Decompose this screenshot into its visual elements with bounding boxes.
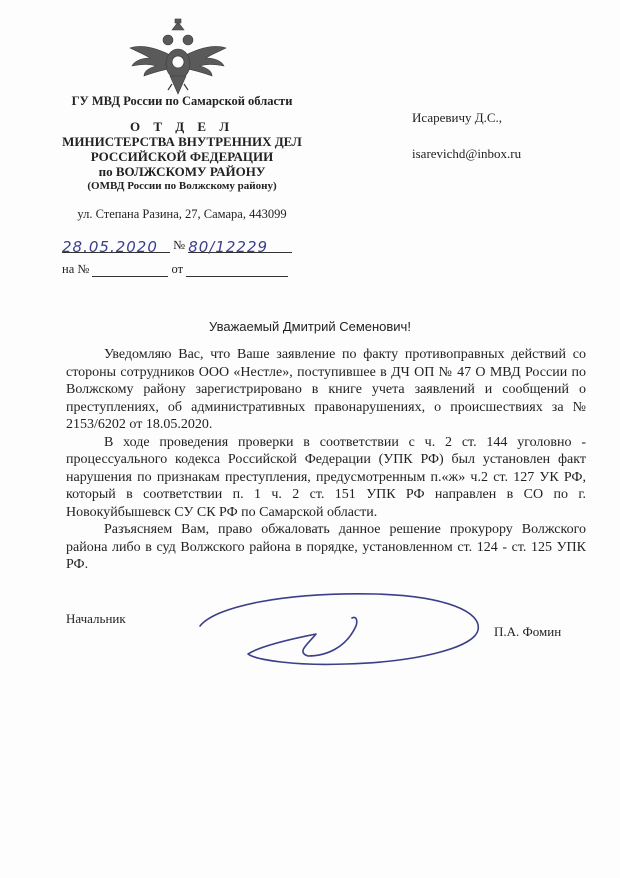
reference-number-label: на № bbox=[62, 262, 90, 276]
department-line: РОССИЙСКОЙ ФЕДЕРАЦИИ bbox=[90, 149, 274, 164]
handwritten-number: 80/12229 bbox=[188, 238, 269, 256]
sender-address: ул. Степана Разина, 27, Самара, 443099 bbox=[77, 207, 287, 221]
department-abbreviation: (ОМВД России по Волжскому району) bbox=[87, 180, 277, 192]
letter-body bbox=[66, 346, 586, 574]
department-title: О Т Д Е Л bbox=[129, 119, 235, 134]
reference-date-label: от bbox=[171, 262, 184, 276]
department-line: МИНИСТЕРСТВА ВНУТРЕННИХ ДЕЛ bbox=[62, 134, 302, 149]
double-headed-eagle-emblem bbox=[128, 18, 228, 96]
department-line: по ВОЛЖСКОМУ РАЙОНУ bbox=[98, 164, 266, 179]
handwritten-date: 28.05.2020 bbox=[62, 238, 158, 256]
body-paragraph: В ходе проведения проверки в соответствии с ч. 2 ст. 144 уголовно - процессуального кодекса Российской Федерации (УПК РФ) был установлен факт нарушения по признакам преступления, предусмотренным п.«ж» ч.2 ст. 127 УК РФ, который в соответствии п. 1 ч. 2 ст. 151 УПК РФ направлен в СО по г. Новокуйбышевск СУ СК РФ по Самарской области. bbox=[66, 434, 586, 520]
reference-line bbox=[62, 262, 288, 277]
registration-line bbox=[62, 238, 292, 256]
number-field bbox=[188, 238, 292, 256]
recipient-name: Исаревичу Д.С., bbox=[412, 110, 503, 125]
handwritten-signature bbox=[196, 586, 486, 668]
body-paragraph: Разъясняем Вам, право обжаловать данное решение прокурору Волжского района либо в суд Волжского района в порядке, установленном ст. 124 - ст. 125 УПК РФ. bbox=[66, 522, 586, 572]
recipient-email: isarevichd@inbox.ru bbox=[412, 146, 522, 161]
signatory-title: Начальник bbox=[66, 611, 126, 626]
salutation: Уважаемый Дмитрий Семенович! bbox=[209, 319, 411, 334]
number-sign: № bbox=[173, 238, 186, 252]
department-block bbox=[56, 134, 308, 194]
reference-date-field bbox=[186, 262, 288, 277]
reference-number-field bbox=[92, 262, 168, 277]
ministry-name: ГУ МВД России по Самарской области bbox=[71, 94, 293, 108]
date-field bbox=[62, 238, 170, 256]
signatory-name: П.А. Фомин bbox=[494, 624, 562, 639]
body-paragraph: Уведомляю Вас, что Ваше заявление по факту противоправных действий со стороны сотрудников ООО «Нестле», поступившее в ДЧ ОП № 47 О МВД России по Волжскому району зарегистрировано в книге учета заявлений и сообщений о преступлениях, об административных правонарушениях, о происшествиях за № 2153/6202 от 18.05.2020. bbox=[66, 347, 586, 432]
